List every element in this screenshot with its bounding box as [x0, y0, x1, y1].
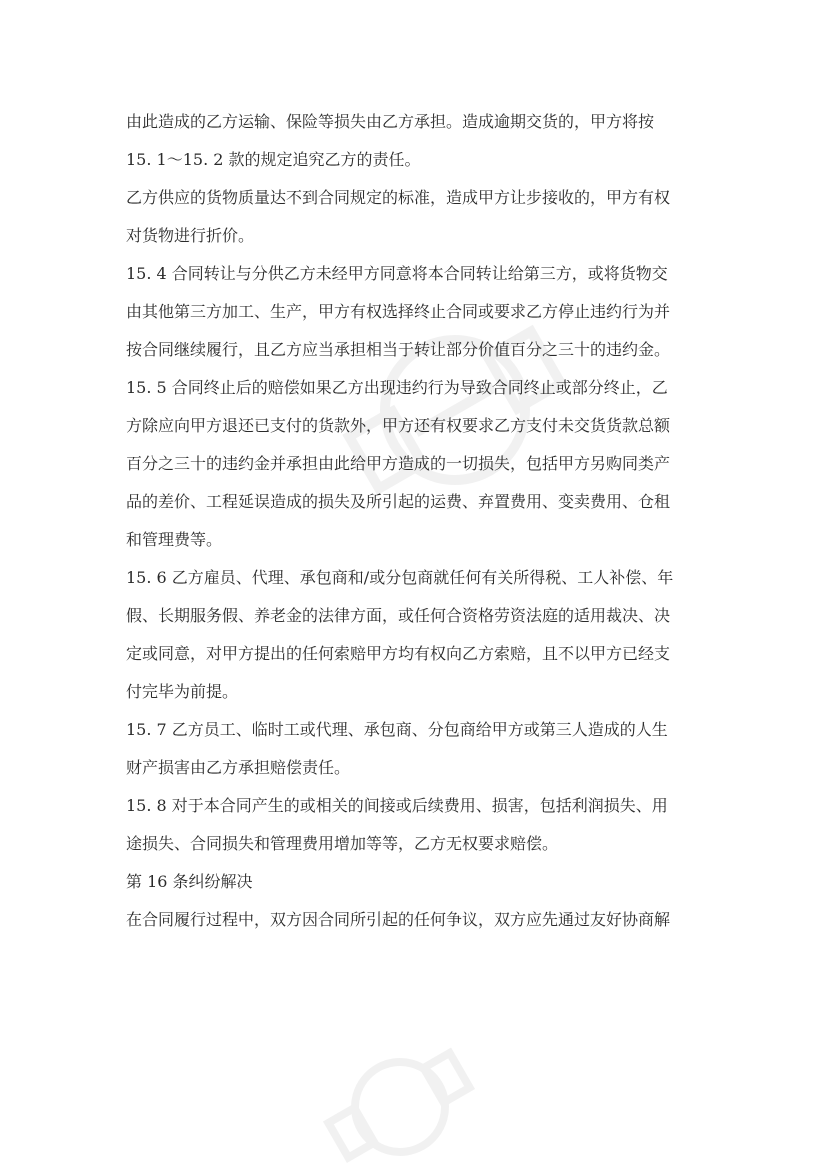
text-line: 途损失、合同损失和管理费用增加等等，乙方无权要求赔偿。: [126, 834, 559, 853]
text-line: 乙方供应的货物质量达不到合同规定的标准，造成甲方让步接收的，甲方有权: [126, 188, 671, 207]
text-line: 定或同意，对甲方提出的任何索赔甲方均有权向乙方索赔，且不以甲方已经支: [126, 644, 671, 663]
text-line: 在合同履行过程中，双方因合同所引起的任何争议，双方应先通过友好协商解: [126, 910, 671, 929]
text-line: 财产损害由乙方承担赔偿责任。: [126, 758, 351, 777]
text-line: 15. 4 合同转让与分供乙方未经甲方同意将本合同转让给第三方，或将货物交: [126, 264, 668, 283]
text-line: 15. 5 合同终止后的赔偿如果乙方出现违约行为导致合同终止或部分终止，乙: [126, 378, 668, 397]
text-line: 由此造成的乙方运输、保险等损失由乙方承担。造成逾期交货的，甲方将按: [126, 112, 655, 131]
text-line: 方除应向甲方退还已支付的货款外，甲方还有权要求乙方支付未交货货款总额: [126, 416, 671, 435]
text-line: 对货物进行折价。: [126, 226, 255, 245]
text-line: 和管理费等。: [126, 530, 223, 549]
text-line: 由其他第三方加工、生产，甲方有权选择终止合同或要求乙方停止违约行为并: [126, 302, 671, 321]
text-line: 15. 1～15. 2 款的规定追究乙方的责任。: [126, 150, 421, 169]
section-heading: 第 16 条纠纷解决: [126, 872, 253, 891]
watermark-logo-bottom: [300, 1040, 500, 1174]
text-line: 品的差价、工程延误造成的损失及所引起的运费、弃置费用、变卖费用、仓租: [126, 492, 671, 511]
text-line: 付完毕为前提。: [126, 682, 239, 701]
text-line: 15. 7 乙方员工、临时工或代理、承包商、分包商给甲方或第三人造成的人生: [126, 720, 668, 739]
text-line: 按合同继续履行，且乙方应当承担相当于转让部分价值百分之三十的违约金。: [126, 340, 671, 359]
text-line: 15. 6 乙方雇员、代理、承包商和/或分包商就任何有关所得税、工人补偿、年: [126, 568, 674, 587]
text-line: 假、长期服务假、养老金的法律方面，或任何合资格劳资法庭的适用裁决、决: [126, 606, 671, 625]
text-line: 百分之三十的违约金并承担由此给甲方造成的一切损失，包括甲方另购同类产: [126, 454, 671, 473]
text-line: 15. 8 对于本合同产生的或相关的间接或后续费用、损害，包括利润损失、用: [126, 796, 668, 815]
document-body: [126, 103, 716, 939]
